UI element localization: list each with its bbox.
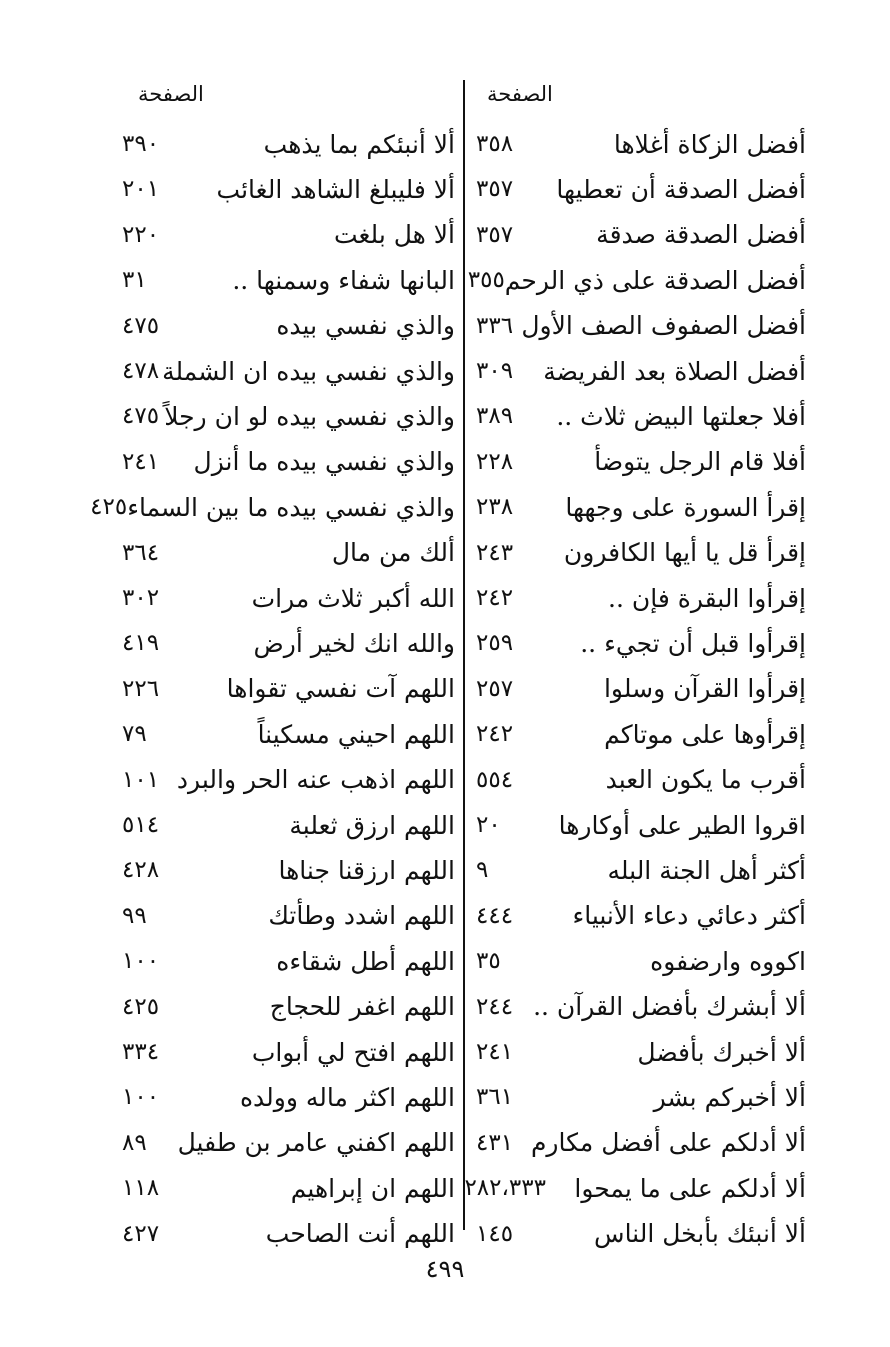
entry-page-number: ٤٧٨ xyxy=(122,358,160,384)
index-entry xyxy=(122,987,455,1027)
index-entry xyxy=(476,850,806,890)
entry-text: أفضل الصلاة بعد الفريضة xyxy=(543,356,806,386)
entry-page-number: ٣٥٧ xyxy=(476,176,514,203)
entry-page-number: ٢٨٢،٣٣٣ xyxy=(464,1175,546,1202)
index-entry xyxy=(476,215,806,255)
entry-page-number: ٢٤١ xyxy=(122,448,160,475)
entry-text: اللهم ارزقنا جناها xyxy=(278,855,455,885)
entry-page-number: ٤٣١ xyxy=(476,1129,514,1156)
entry-page-number: ٤٤٤ xyxy=(476,902,514,929)
index-entry xyxy=(467,260,806,300)
index-entry xyxy=(122,306,455,346)
entry-text: اللهم اكثر ماله وولده xyxy=(239,1082,455,1112)
index-entry xyxy=(122,396,455,436)
entry-text: ألا أخبرك بأفضل xyxy=(637,1037,806,1067)
entry-page-number: ٣٥٥ xyxy=(467,267,505,294)
entry-page-number: ٣٣٦ xyxy=(476,312,514,339)
index-entry xyxy=(122,215,455,255)
entry-page-number: ٢٠ xyxy=(476,812,501,838)
entry-text: ألا هل بلغت xyxy=(333,220,455,250)
index-entry xyxy=(122,669,455,709)
index-entry xyxy=(122,805,455,845)
entry-text: اللهم اذهب عنه الحر والبرد xyxy=(176,765,455,795)
entry-text: اللهم اشدد وطأتك xyxy=(268,901,455,931)
entry-text: اكووه وارضفوه xyxy=(650,946,806,976)
index-entry xyxy=(122,260,455,300)
entry-page-number: ٢٥٧ xyxy=(476,675,514,702)
index-entry xyxy=(122,124,455,164)
entry-page-number: ٢٤٣ xyxy=(476,539,514,566)
entry-page-number: ٢٤٢ xyxy=(476,585,514,611)
entry-text: إقرأوا البقرة فإن .. xyxy=(608,583,806,613)
entry-text: والذي نفسي بيده xyxy=(276,311,455,341)
entry-page-number: ٤٧٥ xyxy=(122,312,160,339)
entry-page-number: ٩ xyxy=(476,857,489,884)
entry-page-number: ٢٢٦ xyxy=(122,675,160,702)
entry-page-number: ٩٩ xyxy=(122,902,147,929)
index-entry xyxy=(476,169,806,209)
entry-text: أفلا جعلتها البيض ثلاث .. xyxy=(556,401,806,431)
entry-text: والذي نفسي بيده ما بين السماء xyxy=(127,492,455,522)
entry-page-number: ٢٣٨ xyxy=(476,494,514,521)
index-entry xyxy=(476,487,806,527)
entry-text: أقرب ما يكون العبد xyxy=(605,765,806,795)
entry-text: أفضل الصدقة صدقة xyxy=(596,220,806,250)
entry-text: اقروا الطير على أوكارها xyxy=(558,810,806,840)
index-entry xyxy=(122,578,455,618)
index-entry xyxy=(476,306,806,346)
entry-page-number: ٢٠١ xyxy=(122,176,160,203)
entry-text: ألك من مال xyxy=(331,538,455,568)
index-entry xyxy=(476,1032,806,1072)
index-entry xyxy=(122,442,455,482)
left-column-header: الصفحة xyxy=(138,82,204,106)
index-entry xyxy=(122,1168,455,1208)
entry-page-number: ٤٧٥ xyxy=(122,403,160,430)
index-entry xyxy=(122,941,455,981)
index-entry xyxy=(122,760,455,800)
entry-page-number: ٣٥٨ xyxy=(476,131,514,157)
entry-text: والذي نفسي بيده ان الشملة xyxy=(162,356,455,386)
index-entry xyxy=(464,1168,806,1208)
entry-text: اللهم ان إبراهيم xyxy=(290,1173,455,1203)
entry-page-number: ٢٤١ xyxy=(476,1039,514,1065)
index-entry xyxy=(476,533,806,573)
entry-text: أفضل الصدقة على ذي الرحم xyxy=(504,265,806,295)
entry-text: ألا أدلكم على ما يمحوا xyxy=(574,1173,806,1203)
entry-page-number: ١٠٠ xyxy=(122,1084,160,1111)
entry-page-number: ٤٢٥ xyxy=(90,494,128,521)
entry-text: اللهم اكفني عامر بن طفيل xyxy=(177,1128,455,1158)
entry-text: البانها شفاء وسمنها .. xyxy=(232,265,455,295)
index-entry xyxy=(122,623,455,663)
index-entry xyxy=(476,396,806,436)
entry-text: اللهم آت نفسي تقواها xyxy=(226,674,455,704)
entry-text: اللهم أنت الصاحب xyxy=(265,1219,455,1249)
index-entry xyxy=(122,896,455,936)
entry-text: اللهم أطل شقاءه xyxy=(276,946,455,976)
index-entry xyxy=(122,169,455,209)
entry-page-number: ٣٦٤ xyxy=(122,539,160,566)
entry-text: ألا أنبئكم بما يذهب xyxy=(263,129,455,159)
entry-page-number: ٨٩ xyxy=(122,1129,147,1156)
entry-page-number: ٣٦١ xyxy=(476,1084,514,1111)
entry-text: والذي نفسي بيده لو ان رجلاً xyxy=(164,401,455,431)
entry-text: أفضل الزكاة أغلاها xyxy=(613,129,806,159)
index-entry xyxy=(476,442,806,482)
entry-page-number: ٣١ xyxy=(122,267,147,294)
entry-text: ألا أخبركم بشر xyxy=(653,1082,806,1112)
entry-text: اللهم احيني مسكيناً xyxy=(257,719,455,749)
index-entry xyxy=(90,487,455,527)
index-entry xyxy=(122,1214,455,1254)
entry-page-number: ٣٨٩ xyxy=(476,403,514,430)
entry-page-number: ٣٠٩ xyxy=(476,358,514,384)
entry-page-number: ٥٥٤ xyxy=(476,766,514,793)
entry-page-number: ٣٥٧ xyxy=(476,221,514,248)
entry-text: أكثر أهل الجنة البله xyxy=(607,855,806,885)
index-entry xyxy=(476,1123,806,1163)
index-entry xyxy=(476,578,806,618)
entry-page-number: ٣٣٤ xyxy=(122,1039,160,1065)
entry-text: إقرأوا القرآن وسلوا xyxy=(603,674,806,704)
index-entry xyxy=(122,714,455,754)
entry-page-number: ٣٠٢ xyxy=(122,585,160,611)
entry-text: إقرأ قل يا أيها الكافرون xyxy=(563,538,806,568)
entry-page-number: ٤٢٧ xyxy=(122,1220,160,1247)
index-entry xyxy=(122,1077,455,1117)
column-divider xyxy=(463,80,465,1230)
index-entry xyxy=(122,1032,455,1072)
right-column-header: الصفحة xyxy=(487,82,553,106)
index-entry xyxy=(122,533,455,573)
entry-text: اللهم اغفر للحجاج xyxy=(269,992,455,1022)
entry-page-number: ٧٩ xyxy=(122,721,147,748)
entry-text: إقرأوا قبل أن تجيء .. xyxy=(580,628,806,658)
entry-page-number: ٣٥ xyxy=(476,948,501,975)
index-entry xyxy=(476,760,806,800)
entry-page-number: ٢٢٠ xyxy=(122,221,160,248)
entry-page-number: ٣٩٠ xyxy=(122,131,160,157)
entry-text: الله أكبر ثلاث مرات xyxy=(251,583,455,613)
entry-text: أكثر دعائي دعاء الأنبياء xyxy=(572,901,806,931)
entry-text: إقرأوها على موتاكم xyxy=(604,719,806,749)
index-entry xyxy=(476,351,806,391)
index-entry xyxy=(476,124,806,164)
entry-page-number: ٤٢٥ xyxy=(122,993,160,1020)
index-entry xyxy=(476,623,806,663)
entry-page-number: ٤٢٨ xyxy=(122,857,160,884)
entry-text: والله انك لخير أرض xyxy=(253,628,455,658)
index-entry xyxy=(476,987,806,1027)
entry-page-number: ١٠١ xyxy=(122,766,160,793)
entry-page-number: ٥١٤ xyxy=(122,812,160,838)
entry-page-number: ١١٨ xyxy=(122,1175,160,1202)
entry-text: اللهم افتح لي أبواب xyxy=(251,1037,455,1067)
entry-page-number: ٢٥٩ xyxy=(476,630,514,657)
entry-text: اللهم ارزق ثعلبة xyxy=(289,810,455,840)
entry-page-number: ١٠٠ xyxy=(122,948,160,975)
index-entry xyxy=(122,850,455,890)
index-entry xyxy=(476,669,806,709)
page-number: ٤٩٩ xyxy=(425,1255,465,1283)
index-entry xyxy=(476,896,806,936)
entry-text: والذي نفسي بيده ما أنزل xyxy=(193,447,455,477)
entry-text: أفضل الصفوف الصف الأول xyxy=(521,311,806,341)
entry-text: ألا أدلكم على أفضل مكارم xyxy=(530,1128,806,1158)
index-entry xyxy=(476,714,806,754)
entry-text: إقرأ السورة على وجهها xyxy=(565,492,806,522)
entry-page-number: ١٤٥ xyxy=(476,1220,514,1247)
entry-page-number: ٤١٩ xyxy=(122,630,160,657)
index-entry xyxy=(122,1123,455,1163)
index-entry xyxy=(476,1214,806,1254)
entry-page-number: ٢٢٨ xyxy=(476,448,514,475)
entry-text: ألا فليبلغ الشاهد الغائب xyxy=(216,174,455,204)
entry-text: أفلا قام الرجل يتوضأ xyxy=(594,447,806,477)
entry-text: ألا أنبئك بأبخل الناس xyxy=(594,1219,806,1249)
index-entry xyxy=(476,805,806,845)
entry-page-number: ٢٤٢ xyxy=(476,721,514,748)
entry-text: أفضل الصدقة أن تعطيها xyxy=(556,174,806,204)
index-entry xyxy=(476,941,806,981)
index-entry xyxy=(476,1077,806,1117)
entry-text: ألا أبشرك بأفضل القرآن .. xyxy=(533,992,806,1022)
entry-page-number: ٢٤٤ xyxy=(476,993,514,1020)
index-entry xyxy=(122,351,455,391)
